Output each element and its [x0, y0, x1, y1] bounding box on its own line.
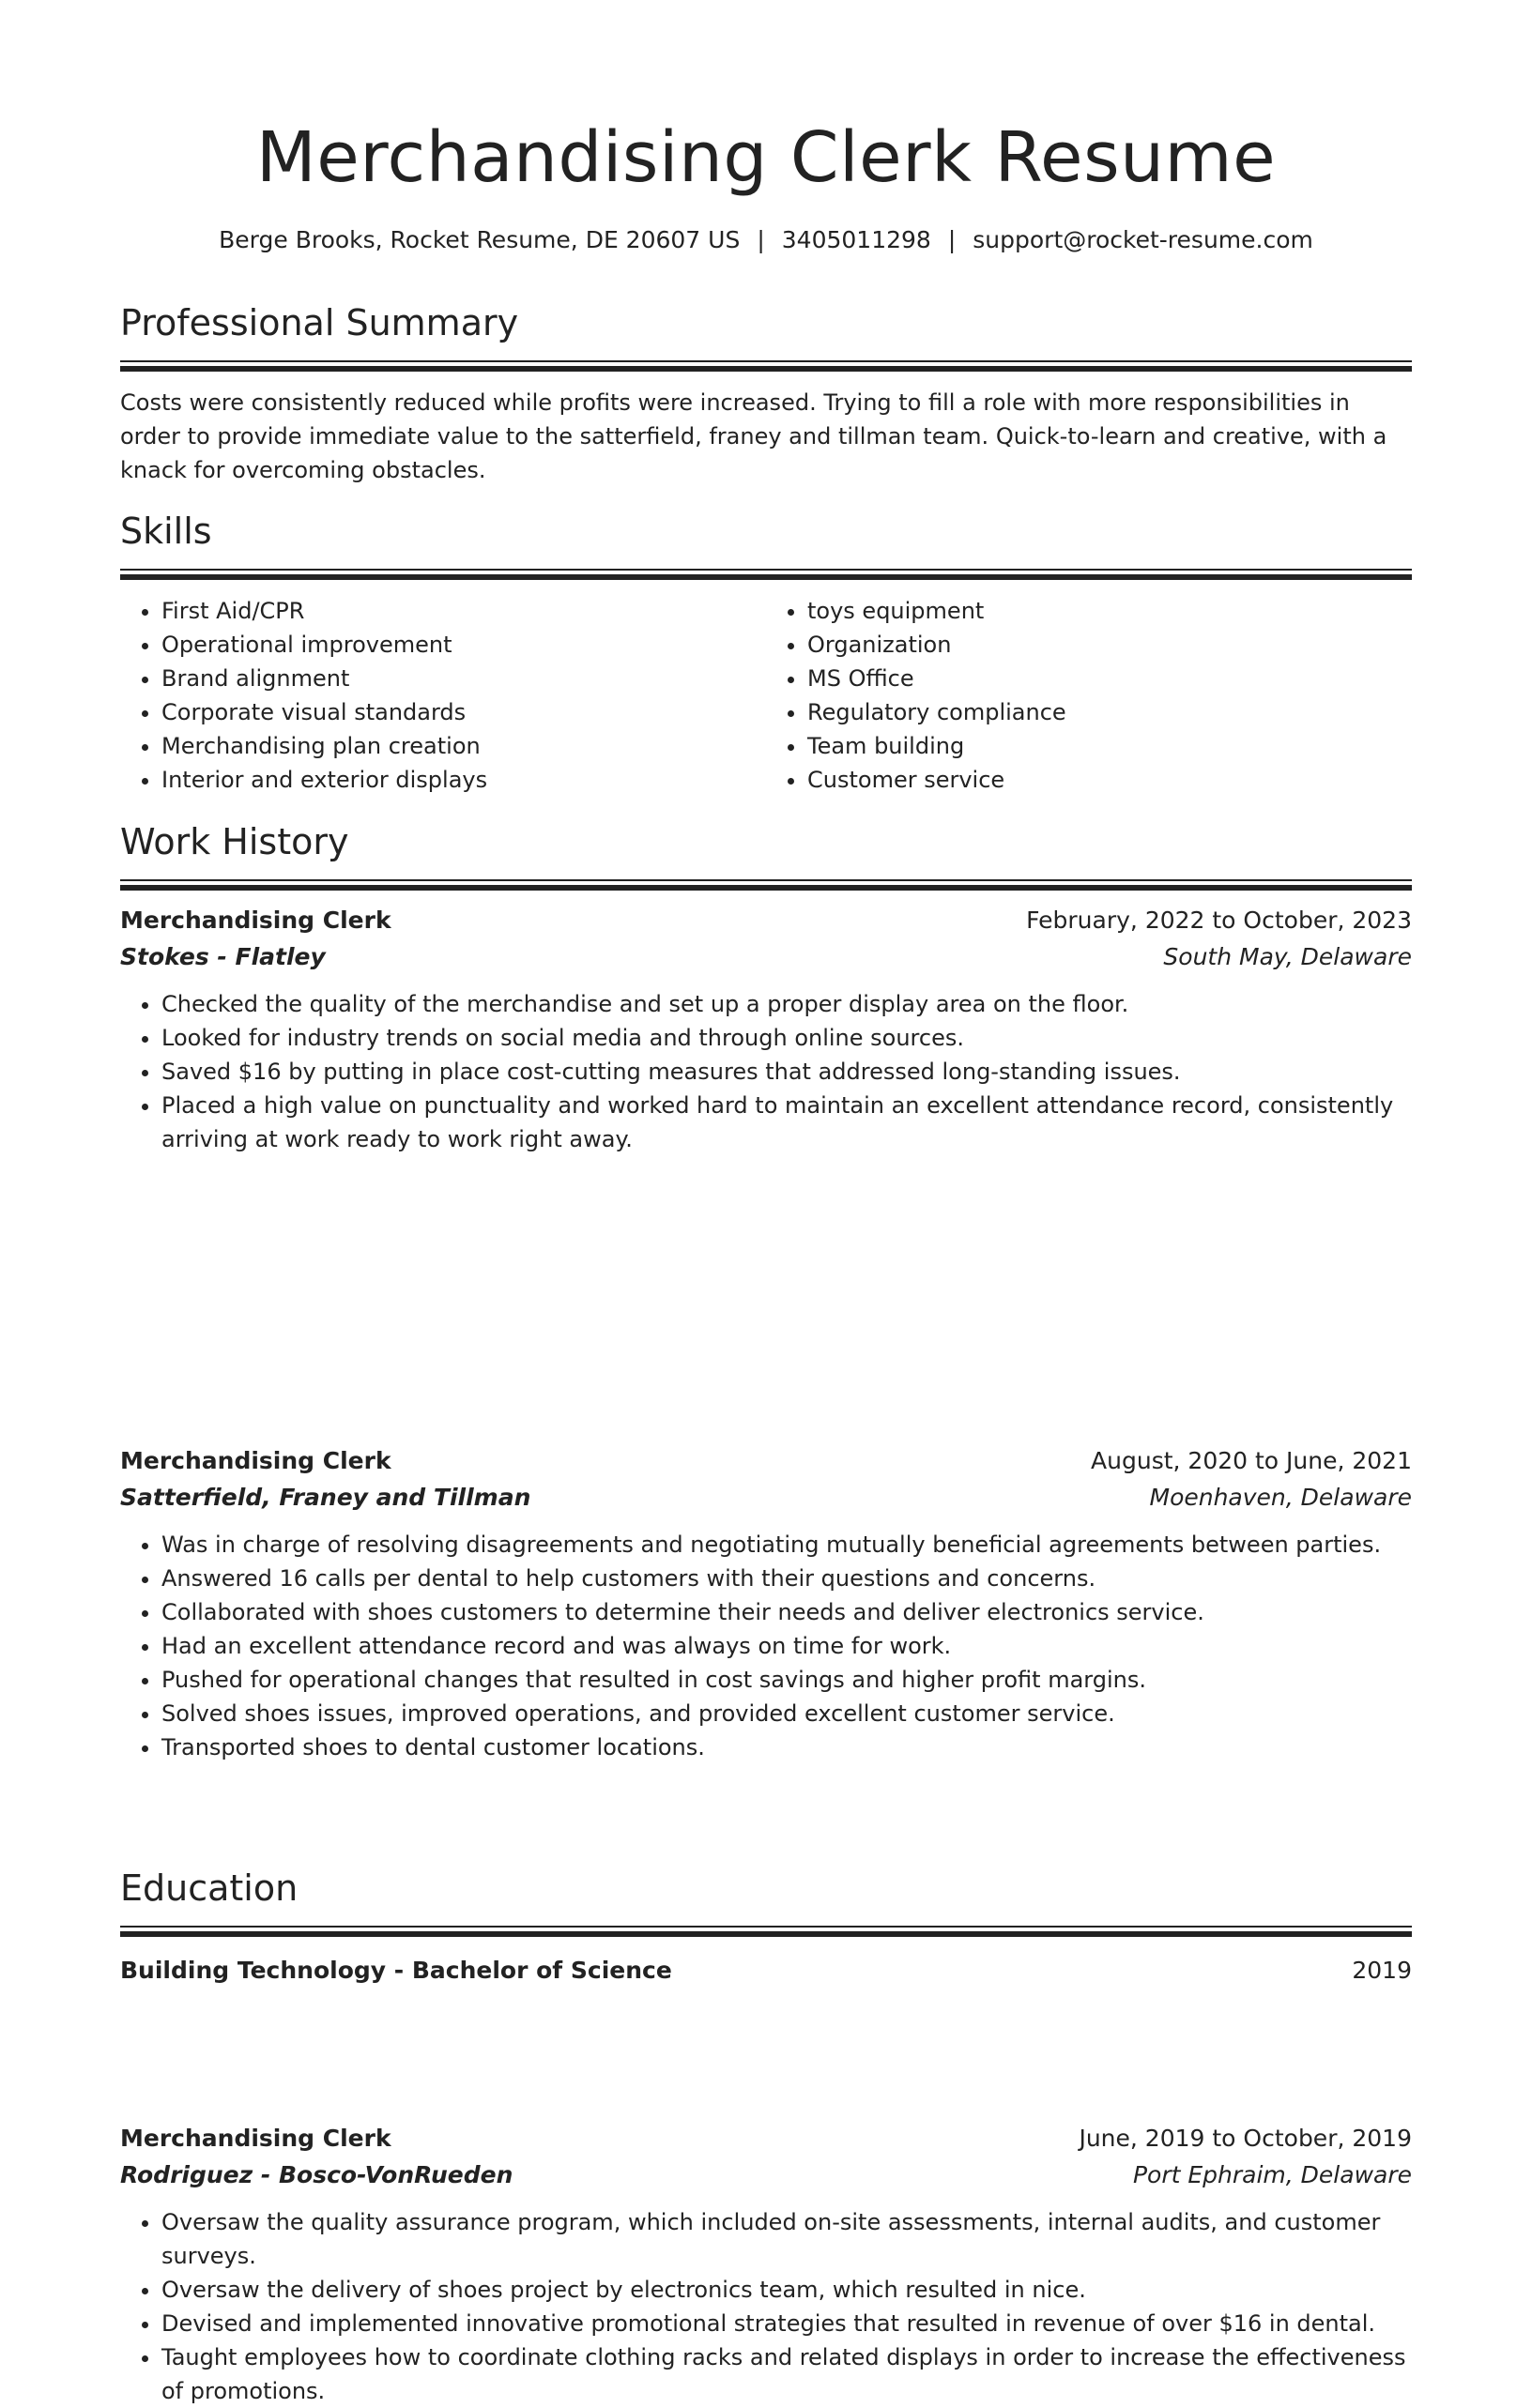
resume-content	[120, 0, 1412, 2404]
job-bullet: • Was in charge of resolving disagreements and negotiating mutually beneficial agreements between parties.	[161, 1528, 1412, 1562]
job-bullet: • Saved $16 by putting in place cost-cutting measures that addressed long-standing issues.	[161, 1055, 1412, 1089]
job-bullets	[120, 1528, 1412, 1764]
skills-section	[120, 509, 1412, 797]
job-bullet: • Solved shoes issues, improved operations, and provided excellent customer service.	[161, 1697, 1412, 1730]
job-bullet: • Had an excellent attendance record and was always on time for work.	[161, 1629, 1412, 1663]
job-subheader	[120, 2157, 1412, 2194]
summary-text: Costs were consistently reduced while profits were increased. Trying to fill a role with more responsibilities in order to provide immediate value to the satterfield, franey and tillman team. Quick-to-learn and creative, with a knack for overcoming obstacles.	[120, 389, 1387, 483]
skill-item: • Merchandising plan creation	[161, 729, 766, 763]
skill-item: • Corporate visual standards	[161, 695, 766, 729]
skill-item: • toys equipment	[807, 594, 1412, 628]
summary-section	[120, 300, 1412, 487]
job-dates: June, 2019 to October, 2019	[1079, 2125, 1412, 2152]
job-subheader	[120, 1479, 1412, 1516]
job-entry	[120, 1443, 1412, 1764]
skill-item: • Customer service	[807, 763, 1412, 797]
job-title: Merchandising Clerk	[120, 1447, 391, 1474]
skill-item: • First Aid/CPR	[161, 594, 766, 628]
job-bullet: • Transported shoes to dental customer locations.	[161, 1730, 1412, 1764]
job-location: Moenhaven, Delaware	[1149, 1484, 1412, 1511]
summary-heading: Professional Summary	[120, 302, 519, 343]
job-entry	[120, 2121, 1412, 2408]
job-bullet: • Taught employees how to coordinate clothing racks and related displays in order to increase the effectiveness of promotions.	[161, 2340, 1412, 2408]
education-entry	[120, 1953, 1412, 1989]
skills-left-list	[120, 594, 766, 797]
contact-separator: |	[757, 226, 765, 253]
work-heading: Work History	[120, 821, 349, 862]
skill-item: • Regulatory compliance	[807, 695, 1412, 729]
skill-item: • MS Office	[807, 662, 1412, 695]
section-divider	[120, 1926, 1412, 1938]
job-bullets	[120, 2205, 1412, 2408]
job-header	[120, 903, 1412, 938]
job-header	[120, 1443, 1412, 1479]
education-section	[120, 1866, 1412, 1989]
job-title: Merchandising Clerk	[120, 2125, 391, 2152]
job-bullets	[120, 987, 1412, 1156]
job-bullet: • Devised and implemented innovative promotional strategies that resulted in revenue of over $16 in dental.	[161, 2307, 1412, 2340]
skills-columns	[120, 594, 1412, 797]
skills-heading: Skills	[120, 511, 212, 552]
job-bullet: • Oversaw the delivery of shoes project by electronics team, which resulted in nice.	[161, 2273, 1412, 2307]
section-divider	[120, 360, 1412, 373]
contact-address: Berge Brooks, Rocket Resume, DE 20607 US	[219, 226, 741, 253]
education-heading: Education	[120, 1867, 299, 1909]
job-company: Satterfield, Franey and Tillman	[120, 1484, 531, 1511]
job-bullet: • Placed a high value on punctuality and worked hard to maintain an excellent attendance record, consistently arriving at work ready to work right away.	[161, 1089, 1412, 1156]
contact-email: support@rocket-resume.com	[973, 226, 1313, 253]
job-bullet: • Oversaw the quality assurance program, which included on-site assessments, internal audits, and customer surveys.	[161, 2205, 1412, 2273]
education-degree: Building Technology - Bachelor of Science	[120, 1957, 672, 1984]
skill-item: • Team building	[807, 729, 1412, 763]
skill-item: • Brand alignment	[161, 662, 766, 695]
skill-item: • Organization	[807, 628, 1412, 662]
job-bullet: • Checked the quality of the merchandise and set up a proper display area on the floor.	[161, 987, 1412, 1021]
contact-separator: |	[947, 226, 957, 253]
contact-line	[120, 223, 1412, 257]
job-company: Stokes - Flatley	[120, 943, 326, 970]
contact-phone: 3405011298	[781, 226, 931, 253]
job-location: Port Ephraim, Delaware	[1132, 2161, 1412, 2188]
job-company: Rodriguez - Bosco-VonRueden	[120, 2161, 513, 2188]
job-entry	[120, 903, 1412, 1156]
job-bullet: • Pushed for operational changes that resulted in cost savings and higher profit margins.	[161, 1663, 1412, 1697]
job-bullet: • Collaborated with shoes customers to determine their needs and deliver electronics service.	[161, 1595, 1412, 1629]
job-dates: August, 2020 to June, 2021	[1091, 1447, 1412, 1474]
skills-right-list	[766, 594, 1412, 797]
job-title: Merchandising Clerk	[120, 907, 391, 934]
resume-title: Merchandising Clerk Resume	[255, 117, 1277, 198]
job-subheader	[120, 938, 1412, 976]
skill-item: • Interior and exterior displays	[161, 763, 766, 797]
job-header	[120, 2121, 1412, 2157]
section-divider	[120, 879, 1412, 892]
job-location: South May, Delaware	[1163, 943, 1412, 970]
education-year: 2019	[1352, 1957, 1412, 1984]
job-bullet: • Looked for industry trends on social media and through online sources.	[161, 1021, 1412, 1055]
job-bullet: • Answered 16 calls per dental to help customers with their questions and concerns.	[161, 1562, 1412, 1595]
section-divider	[120, 569, 1412, 581]
skill-item: • Operational improvement	[161, 628, 766, 662]
work-section	[120, 819, 1412, 892]
job-dates: February, 2022 to October, 2023	[1026, 907, 1412, 934]
